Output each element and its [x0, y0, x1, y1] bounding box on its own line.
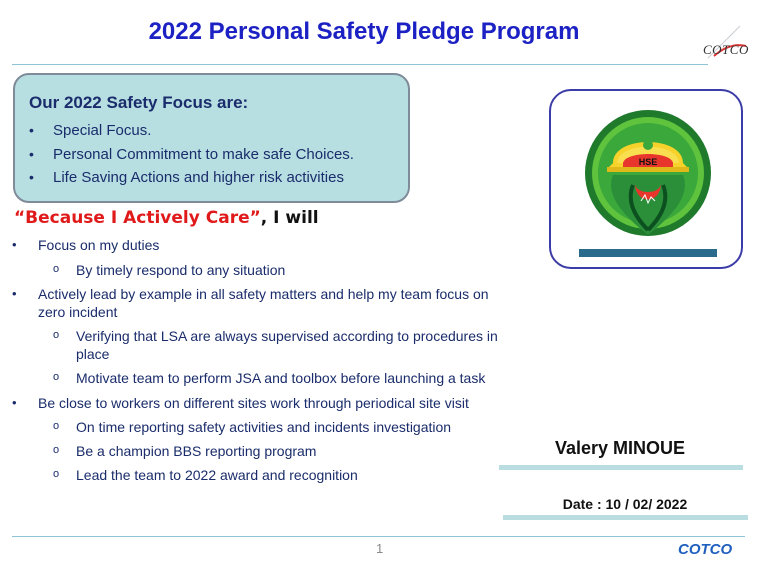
date-underline [503, 515, 748, 520]
focus-heading: Our 2022 Safety Focus are: [29, 93, 249, 112]
focus-item: • Life Saving Actions and higher risk activities [27, 168, 354, 192]
safety-focus-box [13, 73, 410, 203]
pledge-item-line2: zero incident [38, 304, 118, 320]
pledge-sub-item: By timely respond to any situation [76, 262, 286, 278]
pledge-sub-item-line1: Verifying that LSA are always supervised according to procedures in [76, 328, 498, 344]
sub-bullet-icon: o [53, 444, 60, 456]
sub-bullet-icon: o [53, 371, 60, 383]
because-heading [14, 208, 319, 228]
page-number: 1 [376, 541, 384, 556]
pledge-item-line1: Actively lead by example in all safety matters and help my team focus on [38, 286, 489, 302]
hse-caption-bar [579, 249, 717, 257]
bullet-icon: • [12, 395, 17, 410]
because-rest: , I will [260, 208, 319, 228]
name-underline [499, 465, 743, 470]
sub-bullet-icon: o [53, 468, 60, 480]
pledge-sub-item: Lead the team to 2022 award and recognition [76, 467, 358, 483]
focus-list [27, 121, 354, 192]
signatory-name: Valery MINOUE [554, 438, 686, 458]
pledge-sub-item: Motivate team to perform JSA and toolbox before launching a task [76, 370, 486, 386]
sub-bullet-icon: o [53, 263, 60, 275]
logo-text: COTCO [703, 42, 749, 57]
focus-item: • Personal Commitment to make safe Choices. [27, 145, 354, 169]
bullet-icon: • [12, 237, 17, 252]
hse-image-frame [549, 89, 743, 269]
pledge-item: Be close to workers on different sites work through periodical site visit [38, 395, 469, 411]
bullet-icon: • [12, 286, 17, 301]
footer-brand: COTCO [678, 541, 733, 558]
pledge-item: Focus on my duties [38, 237, 160, 253]
footer-divider [12, 536, 745, 537]
pledge-sub-item: Be a champion BBS reporting program [76, 443, 317, 459]
hse-helmet-icon [583, 105, 713, 245]
signature-date: Date : 10 / 02/ 2022 [562, 496, 688, 512]
title-divider [12, 64, 708, 65]
hse-badge-label: HSE [638, 157, 658, 167]
pledge-sub-item-line2: place [76, 346, 110, 362]
sub-bullet-icon: o [53, 420, 60, 432]
sub-bullet-icon: o [53, 329, 60, 341]
focus-item: • Special Focus. [27, 121, 354, 145]
slide-title: 2022 Personal Safety Pledge Program [148, 18, 580, 45]
because-quote: “Because I Actively Care” [14, 208, 261, 228]
pledge-sub-item: On time reporting safety activities and incidents investigation [76, 419, 452, 435]
